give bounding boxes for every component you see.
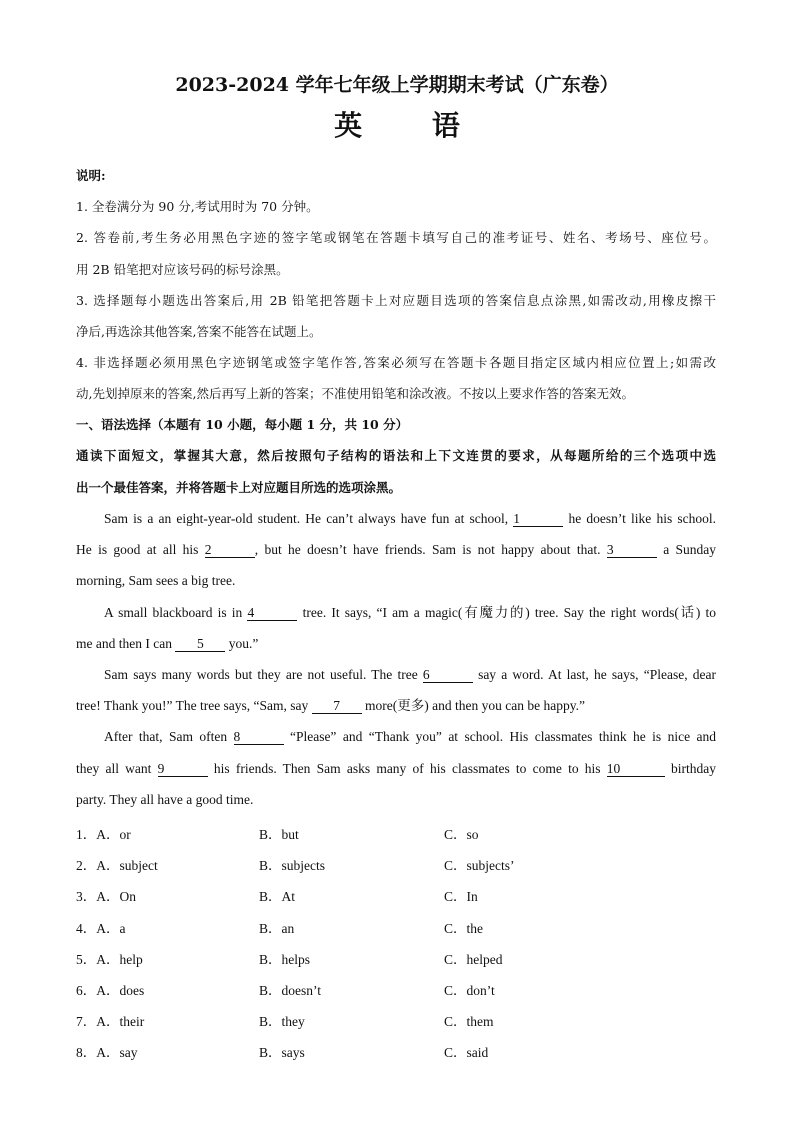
blank-8: 8 [234, 730, 284, 745]
section-instruction-line-2: 出一个最佳答案，并将答题卡上对应题目所选的选项涂黑。 [76, 480, 402, 495]
option-a: 1．A．or [76, 827, 131, 842]
passage-text: a Sunday [663, 542, 717, 557]
passage-line [104, 729, 716, 745]
option-a: 5．A．help [76, 952, 143, 967]
blank-2: 2 [205, 543, 255, 558]
question-options-row [76, 948, 716, 966]
blank-10: 10 [607, 762, 665, 777]
note-3-line-1: 3. 选择题每小题选出答案后,用 2B 铅笔把答题卡上对应题目选项的答案信息点涂黑,如需改动,用橡皮擦干 [76, 293, 716, 308]
subject-title: 英 语 [334, 109, 490, 142]
question-options-row [76, 823, 716, 841]
option-c: C．so [444, 827, 479, 842]
option-b: B．says [259, 1045, 305, 1060]
option-b: B．they [259, 1014, 305, 1029]
option-b: B．an [259, 921, 295, 936]
passage-text: Sam says many words but they are not useful. The tree [104, 667, 418, 682]
option-b: B．but [259, 827, 299, 842]
option-a: 4．A．a [76, 921, 126, 936]
passage-text: birthday [671, 761, 716, 776]
passage-line [104, 667, 716, 683]
option-a: 2．A．subject [76, 858, 158, 873]
note-2-line-1: 2. 答卷前,考生务必用黑色字迹的签字笔或钢笔在答题卡填写自己的准考证号、姓名、考场号、座位号。 [76, 230, 716, 245]
blank-6: 6 [423, 668, 473, 683]
passage-text: “Please” and “Thank you” at school. His classmates think he is nice and [289, 729, 717, 744]
option-c: C．said [444, 1045, 489, 1060]
option-c: C．subjects’ [444, 858, 515, 873]
passage-text: He is good at all his [76, 542, 199, 557]
option-c: C．In [444, 889, 478, 904]
question-options-row [76, 917, 716, 935]
option-a: 6．A．does [76, 983, 145, 998]
question-options-row [76, 1041, 716, 1059]
passage-text: you.” [228, 636, 259, 651]
passage-text: tree. It says, “I am a magic(有魔力的) tree. Say the right words(话) to [302, 605, 717, 620]
option-a: 8．A．say [76, 1045, 138, 1060]
passage-line [76, 698, 716, 714]
option-b: B．At [259, 889, 296, 904]
option-c: C．the [444, 921, 483, 936]
passage-text: A small blackboard is in [104, 605, 243, 620]
note-1: 1. 全卷满分为 90 分,考试用时为 70 分钟。 [76, 199, 319, 214]
exam-title: 2023-2024 学年七年级上学期期末考试（广东卷） [175, 74, 619, 96]
passage-line: party. They all have a good time. [76, 792, 254, 807]
blank-3: 3 [607, 543, 657, 558]
option-b: B．helps [259, 952, 311, 967]
option-a: 7．A．their [76, 1014, 145, 1029]
question-options-row [76, 885, 716, 903]
blank-7: 7 [312, 699, 362, 714]
note-4-line-2: 动,先划掉原来的答案,然后再写上新的答案；不准使用铅笔和涂改液。不按以上要求作答的答案无效。 [76, 386, 634, 401]
question-options-row [76, 979, 716, 997]
option-c: C．helped [444, 952, 503, 967]
passage-text: After that, Sam often [104, 729, 228, 744]
option-c: C．them [444, 1014, 494, 1029]
blank-1: 1 [513, 512, 563, 527]
passage-text: me and then I can [76, 636, 172, 651]
passage-line: morning, Sam sees a big tree. [76, 573, 236, 588]
option-b: B．doesn’t [259, 983, 322, 998]
passage-line [76, 636, 716, 652]
blank-5: 5 [175, 637, 225, 652]
passage-line [104, 605, 716, 621]
passage-text: , but he doesn’t have friends. Sam is not happy about that. [254, 542, 601, 557]
notes-label: 说明: [76, 168, 106, 183]
blank-9: 9 [158, 762, 208, 777]
passage-text: Sam is a an eight-year-old student. He can’t always have fun at school, [104, 511, 509, 526]
option-a: 3．A．On [76, 889, 136, 904]
passage-text: he doesn’t like his school. [568, 511, 716, 526]
note-2-line-2: 用 2B 铅笔把对应该号码的标号涂黑。 [76, 262, 289, 277]
section-instruction-line-1: 通读下面短文，掌握其大意，然后按照句子结构的语法和上下文连贯的要求，从每题所给的三个选项中选 [76, 448, 716, 463]
passage-line [76, 542, 716, 558]
section-heading: 一、语法选择（本题有 10 小题，每小题 1 分，共 10 分） [76, 417, 409, 432]
note-4-line-1: 4. 非选择题必须用黑色字迹钢笔或签字笔作答,答案必须写在答题卡各题目指定区域内相应位置上;如需改 [76, 355, 716, 370]
passage-text: they all want [76, 761, 152, 776]
passage-text: tree! Thank you!” The tree says, “Sam, say [76, 698, 309, 713]
question-options-row [76, 1010, 716, 1028]
question-options-row [76, 854, 716, 872]
option-c: C．don’t [444, 983, 495, 998]
passage-line [76, 761, 716, 777]
note-3-line-2: 净后,再选涂其他答案,答案不能答在试题上。 [76, 324, 322, 339]
passage-text: more(更多) and then you can be happy.” [365, 698, 585, 713]
passage-text: say a word. At last, he says, “Please, dear [478, 667, 716, 682]
blank-4: 4 [247, 606, 297, 621]
option-b: B．subjects [259, 858, 325, 873]
passage-text: his friends. Then Sam asks many of his classmates to come to his [213, 761, 601, 776]
passage-line [104, 511, 716, 527]
